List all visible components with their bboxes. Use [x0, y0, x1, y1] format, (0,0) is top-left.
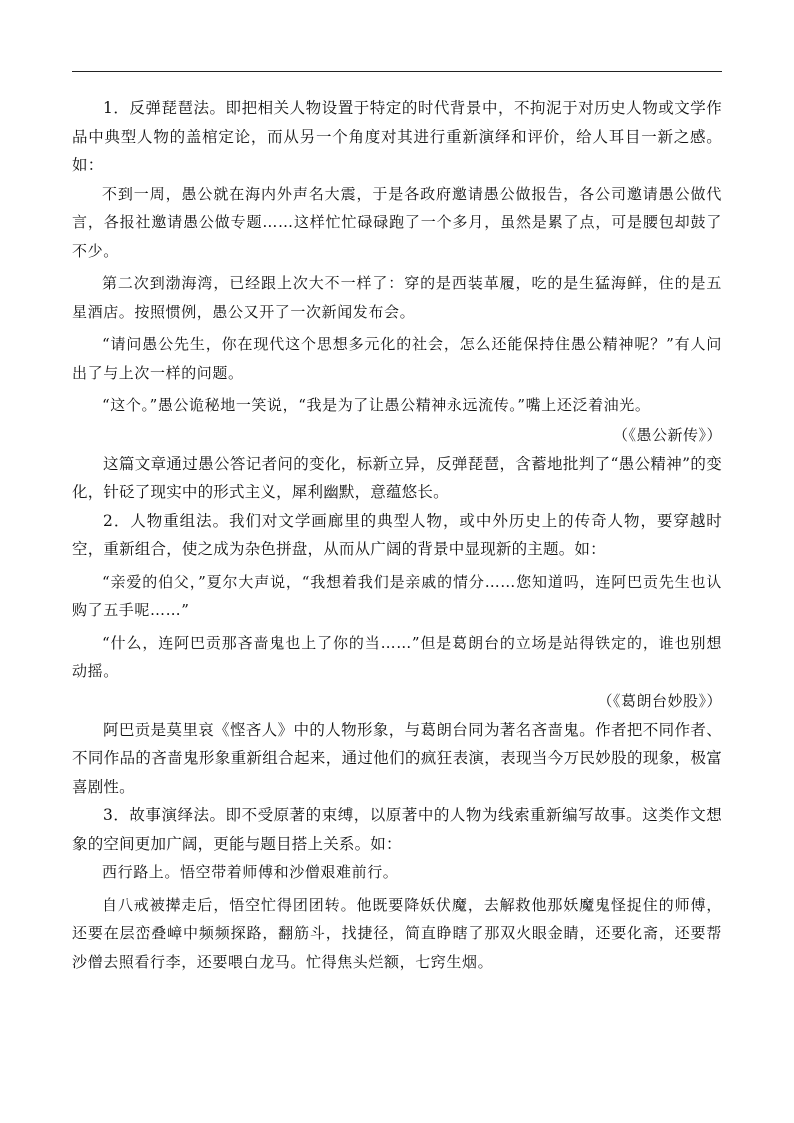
- commentary-2: 阿巴贡是莫里哀《悭吝人》中的人物形象，与葛朗台同为著名吝啬鬼。作者把不同作者、不同作品的吝啬鬼形象重新组合起来，通过他们的疯狂表演，表现当今万民妙股的现象，极富喜剧性。: [72, 720, 722, 796]
- header-rule: [72, 71, 722, 72]
- paragraph-method-3: 3．故事演绎法。即不受原著的束缚，以原著中的人物为线索重新编写故事。这类作文想象的空间更加广阔，更能与题目搭上关系。如：: [72, 806, 722, 853]
- example-quote-1a: 不到一周，愚公就在海内外声名大震，于是各政府邀请愚公做报告，各公司邀请愚公做代言，各报社邀请愚公做专题……这样忙忙碌碌跑了一个多月，虽然是累了点，可是腰包却鼓了不少。: [72, 184, 722, 260]
- example-quote-3a: 西行路上。悟空带着师傅和沙僧艰难前行。: [102, 863, 399, 881]
- example-quote-1b: 第二次到渤海湾，已经跟上次大不一样了：穿的是西装革履，吃的是生猛海鲜，住的是五星酒店。按照惯例，愚公又开了一次新闻发布会。: [72, 274, 722, 321]
- example-quote-2a: “亲爱的伯父，”夏尔大声说，“我想着我们是亲戚的情分……您知道吗，连阿巴贡先生也认购了五手呢……”: [72, 572, 722, 619]
- example-quote-3b: 自八戒被撵走后，悟空忙得团团转。他既要降妖伏魔，去解救他那妖魔鬼怪捉住的师傅，还要在层峦叠嶂中频频探路，翻筋斗，找捷径，简直睁瞎了那双火眼金睛，还要化斋，还要帮沙僧去照看行李，还要喂白龙马。忙得焦头烂额，七窍生烟。: [72, 895, 722, 971]
- example-quote-1d: “这个。”愚公诡秘地一笑说，“我是为了让愚公精神永远流传。”嘴上还泛着油光。: [102, 396, 651, 414]
- example-quote-2b: “什么，连阿巴贡那吝啬鬼也上了你的当……”但是葛朗台的立场是站得铁定的，谁也别想动摇。: [72, 633, 722, 680]
- source-citation-2: （《葛朗台妙股》）: [597, 691, 722, 710]
- source-citation-1: （《愚公新传》）: [612, 425, 722, 444]
- paragraph-method-2: 2．人物重组法。我们对文学画廊里的典型人物，或中外历史上的传奇人物，要穿越时空，重新组合，使之成为杂色拼盘，从而从广阔的背景中显现新的主题。如：: [72, 511, 722, 558]
- example-quote-1c: “请问愚公先生，你在现代这个思想多元化的社会，怎么还能保持住愚公精神呢？”有人问出了与上次一样的问题。: [72, 335, 722, 382]
- commentary-1: 这篇文章通过愚公答记者问的变化，标新立异，反弹琵琶，含蓄地批判了“愚公精神”的变化，针砭了现实中的形式主义，犀利幽默，意蕴悠长。: [72, 454, 722, 501]
- document-body: [72, 94, 722, 976]
- paragraph-method-1: 1．反弹琵琶法。即把相关人物设置于特定的时代背景中，不拘泥于对历史人物或文学作品中典型人物的盖棺定论，而从另一个角度对其进行重新演绎和评价，给人耳目一新之感。如：: [72, 99, 722, 174]
